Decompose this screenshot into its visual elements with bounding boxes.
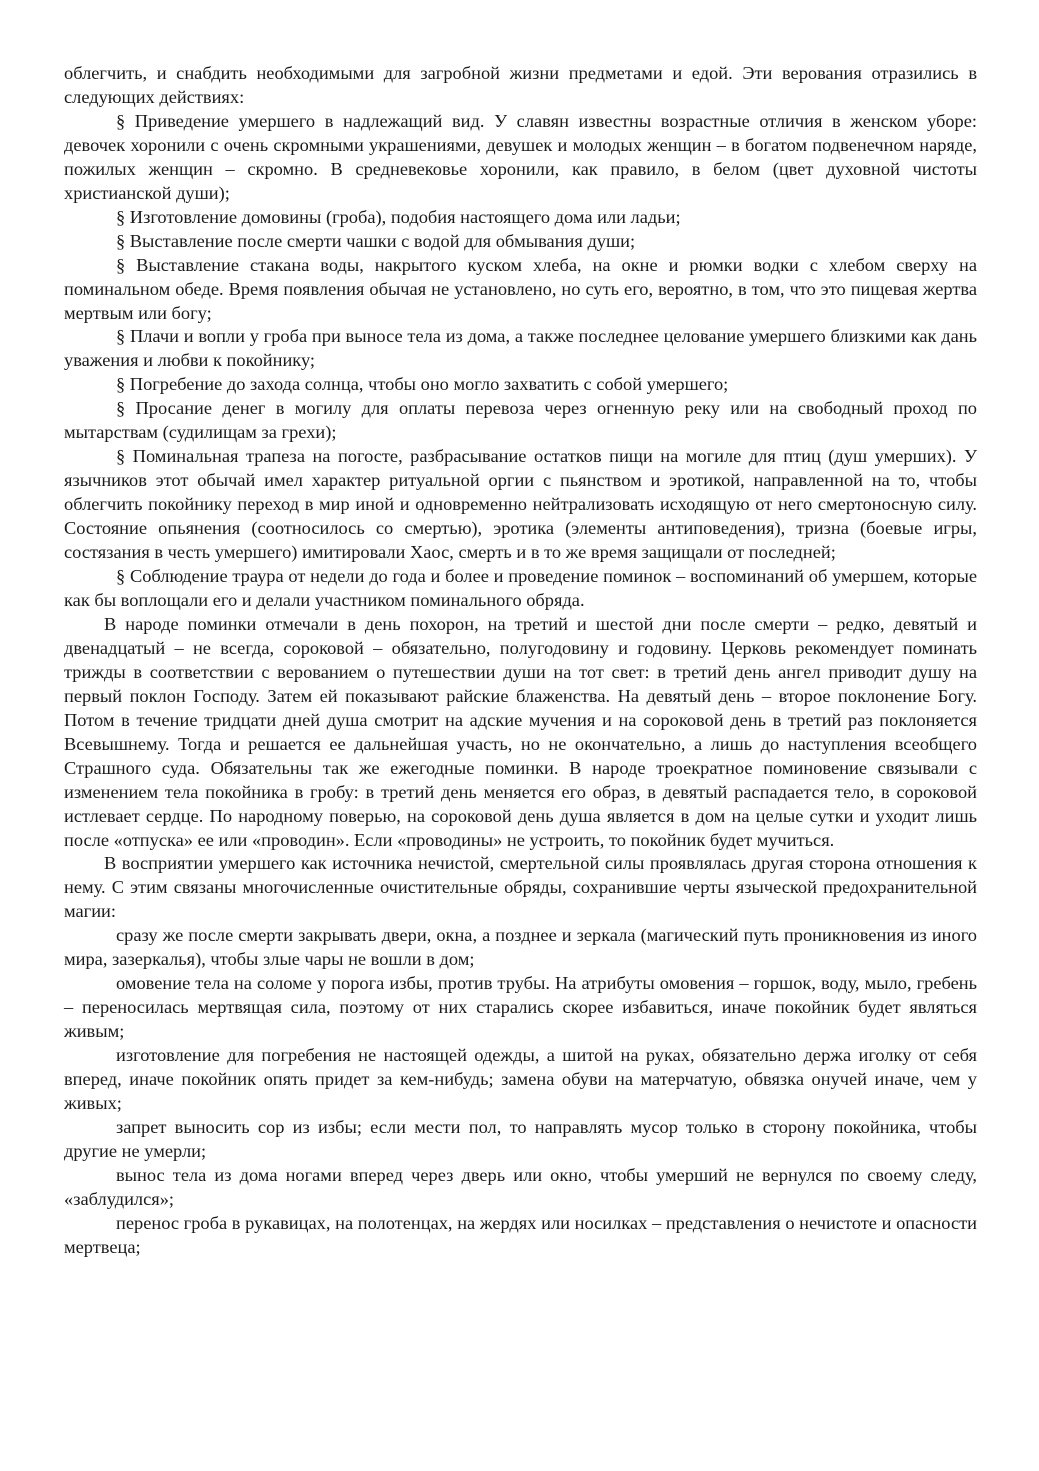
- list-item-section: § Просание денег в могилу для оплаты перевоза через огненную реку или на свободный проход по мытарствам (судилищам за грехи);: [64, 398, 977, 443]
- list-item-section: § Приведение умершего в надлежащий вид. У славян известны возрастные отличия в женском уборе: девочек хоронили с очень скромными украшениями, девушек и молодых женщин – в богатом подвенечном наряде, пожилых женщин – скромно. В средневековье хоронили, как правило, в белом (цвет духовной чистоты христианской души);: [64, 110, 977, 203]
- list-item-section: § Изготовление домовины (гроба), подобия настоящего дома или ладьи;: [116, 206, 681, 227]
- list-item-ritual: перенос гроба в рукавицах, на полотенцах, на жердях или носилках – представления о нечистоте и опасности мертвеца;: [64, 1212, 977, 1257]
- list-item-ritual: запрет выносить сор из избы; если мести пол, то направлять мусор только в сторону покойника, чтобы другие не умерли;: [64, 1116, 977, 1161]
- list-item-ritual: изготовление для погребения не настоящей одежды, а шитой на руках, обязательно держа иголку от себя вперед, иначе покойник опять придет за кем-нибудь; замена обуви на матерчатую, обвязка онучей иначе, чем у живых;: [64, 1045, 977, 1113]
- paragraph-body: В восприятии умершего как источника нечистой, смертельной силы проявлялась другая сторона отношения к нему. С этим связаны многочисленные очистительные обряды, сохранившие черты языческой предохранительной магии:: [64, 853, 977, 922]
- paragraph-body: В народе поминки отмечали в день похорон, на третий и шестой дни после смерти – редко, девятый и двенадцатый – не всегда, сороковой – обязательно, полугодовину и годовину. Церковь рекомендует поминать трижды в соответствии с верованием о путешествии души на тот свет: в третий день ангел приводит душу на первый поклон Господу. Затем ей показывают райские блаженства. На девятый день – второе поклонение Богу. Потом в течение тридцати дней душа смотрит на адские мучения и на сороковой день в третий раз поклоняется Всевышнему. Тогда и решается ее дальнейшая участь, но не окончательно, а лишь до наступления всеобщего Страшного суда. Обязательны так же ежегодные поминки. В народе троекратное поминовение связывали с изменением тела покойника в гробу: в третий день меняется его образ, в девятый распадается тело, в сороковой истлевает сердце. По народному поверью, на сороковой день душа является в дом на целые сутки и уходит лишь после «отпуска» ее или «проводин». Если «проводины» не устроить, то покойник будет мучиться.: [64, 613, 977, 850]
- list-item-section: § Плачи и вопли у гроба при выносе тела из дома, а также последнее целование умершего близкими как дань уважения и любви к покойнику;: [64, 326, 977, 371]
- list-item-section: § Выставление стакана воды, накрытого куском хлеба, на окне и рюмки водки с хлебом сверху на поминальном обеде. Время появления обычая не установлено, но суть его, вероятно, в том, что это пищевая жертва мертвым или богу;: [64, 254, 977, 323]
- list-item-section: § Поминальная трапеза на погосте, разбрасывание остатков пищи на могиле для птиц (душ умерших). У язычников этот обычай имел характер ритуальной оргии с пьянством и эротикой, направленной на то, чтобы облегчить покойнику переход в мир иной и одновременно нейтрализовать исходящую от него смертоносную силу. Состояние опьянения (соотносилось со смертью), эротика (элементы антиповедения), тризна (боевые игры, состязания в честь умершего) имитировали Хаос, смерть и в то же время защищали от последней;: [64, 446, 977, 563]
- paragraph-intro: облегчить, и снабдить необходимыми для загробной жизни предметами и едой. Эти верования отразились в следующих действиях:: [64, 63, 977, 107]
- list-item-section: § Выставление после смерти чашки с водой для обмывания души;: [116, 230, 636, 251]
- list-item-ritual: сразу же после смерти закрывать двери, окна, а позднее и зеркала (магический путь проникновения из иного мира, зазеркалья), чтобы злые чары не вошли в дом;: [64, 925, 977, 970]
- list-item-ritual: омовение тела на соломе у порога избы, против трубы. На атрибуты омовения – горшок, воду, мыло, гребень – переносилась мертвящая сила, поэтому от них старались скорее избавиться, иначе покойник будет являться живым;: [64, 973, 977, 1042]
- list-item-section: § Погребение до захода солнца, чтобы оно могло захватить с собой умершего;: [116, 374, 729, 395]
- list-item-section: § Соблюдение траура от недели до года и более и проведение поминок – воспоминаний об умершем, которые как бы воплощали его и делали участником поминального обряда.: [64, 566, 977, 610]
- list-item-ritual: вынос тела из дома ногами вперед через дверь или окно, чтобы умерший не вернулся по своему следу, «заблудился»;: [64, 1164, 977, 1209]
